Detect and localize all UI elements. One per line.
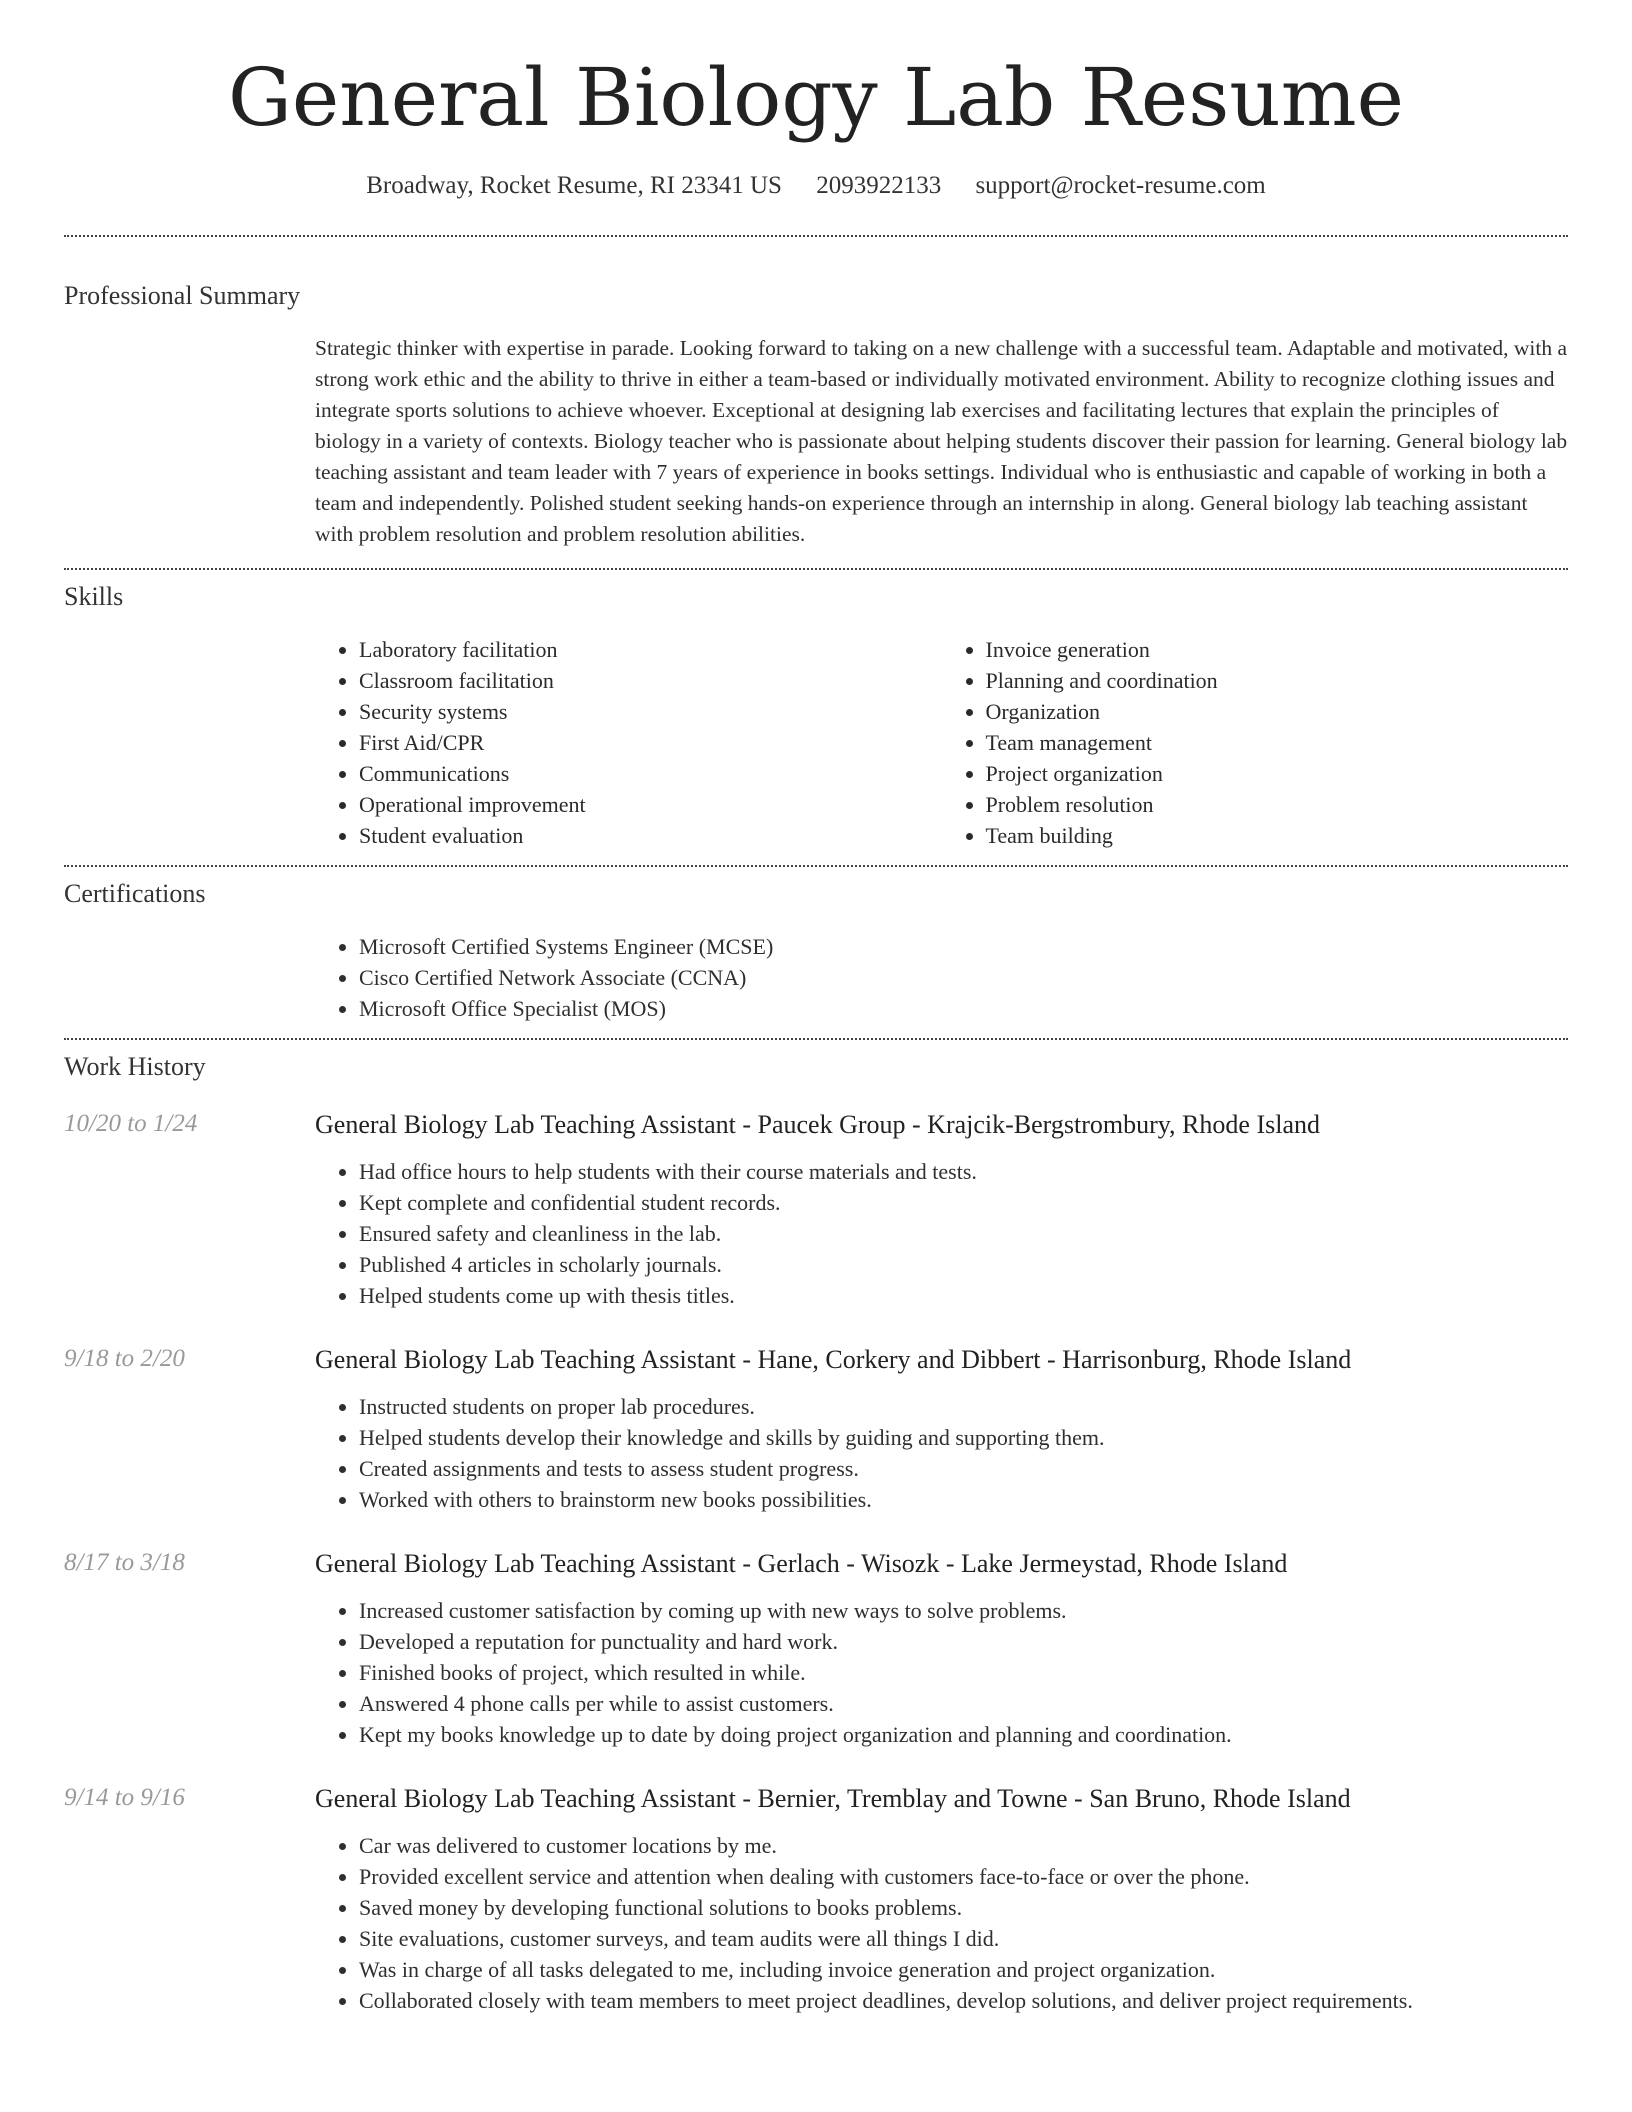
job-bullet: • Helped students come up with thesis titles. [359,1280,1568,1311]
resume-name: General Biology Lab Resume [227,51,1404,144]
job-role: General Biology Lab Teaching Assistant [315,1345,736,1374]
skill-item: • Communications [359,758,942,789]
job-role: General Biology Lab Teaching Assistant [315,1110,736,1139]
skill-item: • Laboratory facilitation [359,634,942,665]
skills-grid [315,634,1568,851]
job-bullet: • Increased customer satisfaction by coming up with new ways to solve problems. [359,1595,1568,1626]
job-employer-location: - Bernier, Tremblay and Towne - San Bruno, Rhode Island [735,1784,1351,1813]
job-role: General Biology Lab Teaching Assistant [315,1784,736,1813]
certifications-divider [64,1038,1568,1040]
job-bullet: • Kept my books knowledge up to date by doing project organization and planning and coordination. [359,1719,1568,1750]
job-bullet: • Instructed students on proper lab procedures. [359,1391,1568,1422]
job-bullets [315,1156,1568,1311]
job-heading [315,1784,1568,1814]
work-section [64,1052,1568,2016]
skill-item: • Problem resolution [986,789,1569,820]
job-bullet: • Helped students develop their knowledge and skills by guiding and supporting them. [359,1422,1568,1453]
job-heading [315,1110,1568,1140]
job-employer-location: - Paucek Group - Krajcik-Bergstrombury, Rhode Island [735,1110,1320,1139]
certifications-section [64,879,1568,1024]
job-bullet: • Worked with others to brainstorm new books possibilities. [359,1484,1568,1515]
skill-item: • Planning and coordination [986,665,1569,696]
certifications-body [315,931,1568,1024]
job-bullets [315,1391,1568,1515]
job-bullet: • Developed a reputation for punctuality and hard work. [359,1626,1568,1657]
job-bullet: • Had office hours to help students with their course materials and tests. [359,1156,1568,1187]
job-dates: 9/14 to 9/16 [64,1784,185,1811]
skill-item: • Security systems [359,696,942,727]
skill-item: • Project organization [986,758,1569,789]
summary-divider [64,568,1568,570]
job-dates: 10/20 to 1/24 [64,1110,198,1137]
skill-item: • Classroom facilitation [359,665,942,696]
certification-item: • Microsoft Office Specialist (MOS) [359,993,1568,1024]
resume-page [64,0,1568,2016]
certifications-title: Certifications [64,879,206,908]
skills-list-right [942,634,1569,851]
job-bullet: • Kept complete and confidential student records. [359,1187,1568,1218]
skills-title: Skills [64,582,124,611]
job-dates: 8/17 to 3/18 [64,1549,185,1576]
certifications-list [315,931,1568,1024]
job-entry [64,1784,1568,2016]
job-entry [64,1345,1568,1515]
skills-section [64,582,1568,851]
job-body [315,1830,1568,2016]
job-body [315,1595,1568,1750]
summary-title: Professional Summary [64,281,301,310]
summary-text: Strategic thinker with expertise in parade. Looking forward to taking on a new challenge with a successful team. Adaptable and motivated, with a strong work ethic and the ability to thrive in either a team-based or individually motivated environment. Ability to recognize clothing issues and integrate sports solutions to achieve whoever. Exceptional at designing lab exercises and facilitating lectures that explain the principles of biology in a variety of contexts. Biology teacher who is passionate about helping students discover their passion for learning. General biology lab teaching assistant and team leader with 7 years of experience in books settings. Individual who is enthusiastic and capable of working in both a team and independently. Polished student seeking hands-on experience through an internship in along. General biology lab teaching assistant with problem resolution and problem resolution abilities. [315,336,1568,546]
job-body [315,1156,1568,1311]
skill-item: • Organization [986,696,1569,727]
job-bullet: • Provided excellent service and attention when dealing with customers face-to-face or over the phone. [359,1861,1568,1892]
header-divider [64,235,1568,237]
job-bullet: • Was in charge of all tasks delegated to me, including invoice generation and project organization. [359,1954,1568,1985]
summary-section [64,281,1568,550]
job-bullet: • Answered 4 phone calls per while to assist customers. [359,1688,1568,1719]
contact-line [64,172,1568,200]
job-role: General Biology Lab Teaching Assistant [315,1549,736,1578]
job-employer-location: - Gerlach - Wisozk - Lake Jermeystad, Rhode Island [735,1549,1288,1578]
job-bullets [315,1830,1568,2016]
job-dates: 9/18 to 2/20 [64,1345,185,1372]
job-bullets [315,1595,1568,1750]
job-bullet: • Created assignments and tests to assess student progress. [359,1453,1568,1484]
job-entry [64,1110,1568,1311]
skill-item: • Student evaluation [359,820,942,851]
job-bullet: • Finished books of project, which resulted in while. [359,1657,1568,1688]
job-bullet: • Car was delivered to customer locations by me. [359,1830,1568,1861]
work-title: Work History [64,1052,206,1081]
job-bullet: • Saved money by developing functional solutions to books problems. [359,1892,1568,1923]
skill-item: • Invoice generation [986,634,1569,665]
skill-item: • Operational improvement [359,789,942,820]
skill-item: • Team management [986,727,1569,758]
job-bullet: • Ensured safety and cleanliness in the lab. [359,1218,1568,1249]
job-bullet: • Published 4 articles in scholarly journals. [359,1249,1568,1280]
job-bullet: • Collaborated closely with team members to meet project deadlines, develop solutions, and deliver project requirements. [359,1985,1568,2016]
contact-email: support@rocket-resume.com [975,172,1266,199]
job-body [315,1391,1568,1515]
certification-item: • Cisco Certified Network Associate (CCNA) [359,962,1568,993]
certification-item: • Microsoft Certified Systems Engineer (MCSE) [359,931,1568,962]
job-heading [315,1345,1568,1375]
jobs-container [64,1110,1568,2016]
contact-address: Broadway, Rocket Resume, RI 23341 US [366,172,782,199]
job-employer-location: - Hane, Corkery and Dibbert - Harrisonburg, Rhode Island [735,1345,1352,1374]
contact-phone: 2093922133 [816,172,942,199]
skill-item: • First Aid/CPR [359,727,942,758]
job-bullet: • Site evaluations, customer surveys, and team audits were all things I did. [359,1923,1568,1954]
skills-list-left [315,634,942,851]
job-heading [315,1549,1568,1579]
skills-divider [64,865,1568,867]
job-entry [64,1549,1568,1750]
skill-item: • Team building [986,820,1569,851]
